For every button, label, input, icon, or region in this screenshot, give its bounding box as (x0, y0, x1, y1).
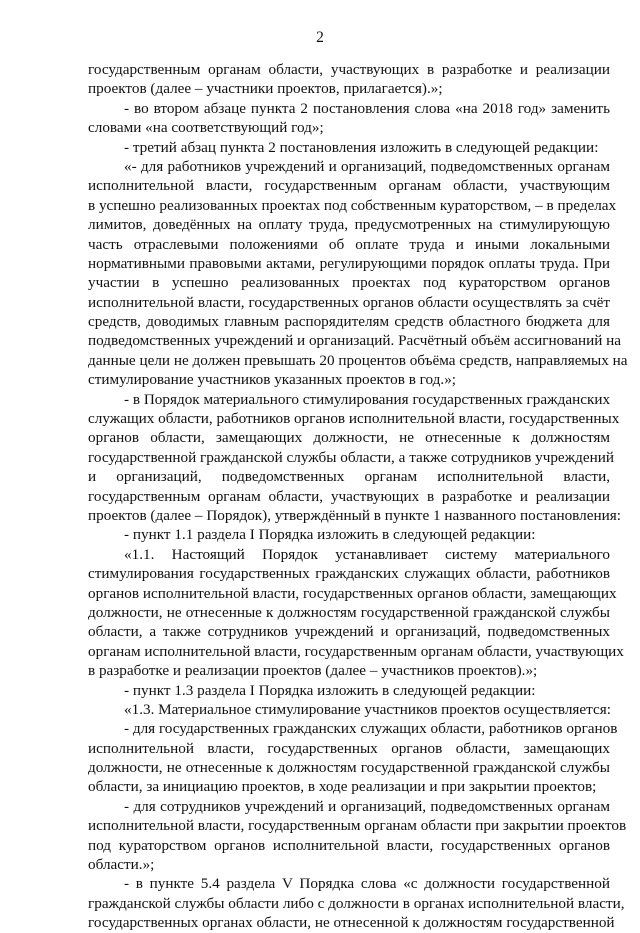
text-line: исполнительной власти, государственных органов области осуществлять за счёт (88, 293, 610, 311)
text-line: лимитов, доведённых на оплату труда, предусмотренных на стимулирующую (88, 216, 610, 234)
text-line: области.»; (88, 856, 155, 874)
text-line: - третий абзац пункта 2 постановления изложить в следующей редакции: (124, 138, 599, 156)
text-line: государственным органам области, участвующих в разработке и реализации (88, 61, 610, 78)
text-line: и организаций, подведомственных органам исполнительной власти, (88, 468, 610, 486)
text-line: «- для работников учреждений и организаций, подведомственных органам (124, 157, 610, 175)
text-line: проектов (далее – Порядок), утверждённый в пункте 1 названного постановления: (88, 506, 621, 524)
text-line: - пункт 1.3 раздела I Порядка изложить в следующей редакции: (124, 681, 536, 699)
text-line: под кураторством органов исполнительной власти, государственных органов (88, 836, 610, 854)
text-line: исполнительной власти, государственным органам области при закрытии проектов (88, 817, 627, 835)
text-line: исполнительной власти, государственных органов области, замещающих (88, 739, 610, 757)
text-line: участии в успешно реализованных проектах под кураторством органов (88, 274, 610, 292)
text-line: в успешно реализованных проектах под собственным кураторством, – в пределах (88, 196, 617, 214)
text-line: органов области, замещающих должности, не отнесенные к должностям (88, 429, 610, 447)
text-line: государственной гражданской службы области, а также сотрудников учреждений (88, 448, 615, 466)
text-line: часть отраслевыми положениями об оплате труда и иными локальными (88, 235, 610, 253)
text-line: - для сотрудников учреждений и организаций, подведомственных органам (124, 797, 610, 815)
text-line: области, за инициацию проектов, в ходе реализации и при закрытии проектов; (88, 778, 597, 796)
text-line: подведомственных учреждений и организаций. Расчётный объём ассигнований на (88, 332, 621, 350)
text-line: области, а также сотрудников учреждений и организаций, подведомственных (88, 623, 610, 641)
text-line: проектов (далее – участники проектов, прилагается).»; (88, 80, 443, 98)
text-line: средств, доводимых главным распорядителям средств областного бюджета для (88, 313, 610, 331)
text-line: в разработке и реализации проектов (далее – участников проектов).»; (88, 662, 538, 680)
text-line: стимулирование участников указанных проектов в год.»; (88, 371, 457, 389)
text-line: должности, не отнесенные к должностям государственной гражданской службы (88, 603, 610, 621)
text-line: «1.1. Настоящий Порядок устанавливает систему материального (124, 545, 610, 563)
text-line: словами «на соответствующий год»; (88, 119, 324, 137)
text-line: служащих области, работников органов исполнительной власти, государственных (88, 410, 620, 428)
text-line: должности, не отнесенные к должностям государственной гражданской службы (88, 759, 610, 777)
text-line: исполнительной власти, государственным органам области, участвующим (88, 177, 610, 195)
document-body (88, 60, 628, 933)
text-line: государственных органах области, не отнесенной к должностям государственной (88, 914, 615, 932)
text-line: органов исполнительной власти, государственных органов области, замещающих (88, 584, 617, 602)
text-line: данные цели не должен превышать 20 процентов объёма средств, направляемых на (88, 351, 628, 369)
text-line: - в пункте 5.4 раздела V Порядка слова «с должности государственной (124, 875, 610, 893)
text-line: гражданской службы области либо с должности в органах исполнительной власти, (88, 894, 625, 912)
page-number: 2 (316, 29, 324, 46)
text-line: нормативными правовыми актами, регулирующими порядок оплаты труда. При (88, 254, 610, 272)
text-line: стимулирования государственных гражданских служащих области, работников (88, 565, 610, 583)
text-line: - для государственных гражданских служащих области, работников органов (124, 720, 618, 738)
text-line: - пункт 1.1 раздела I Порядка изложить в следующей редакции: (124, 526, 536, 544)
text-line: «1.3. Материальное стимулирование участников проектов осуществляется: (124, 700, 611, 718)
text-line: органам исполнительной власти, государственным органам области, участвующих (88, 642, 624, 660)
text-line: - в Порядок материального стимулирования государственных гражданских (124, 390, 611, 408)
text-line: государственным органам области, участвующих в разработке и реализации (88, 487, 610, 505)
text-line: - во втором абзаце пункта 2 постановления слова «на 2018 год» заменить (124, 99, 610, 117)
